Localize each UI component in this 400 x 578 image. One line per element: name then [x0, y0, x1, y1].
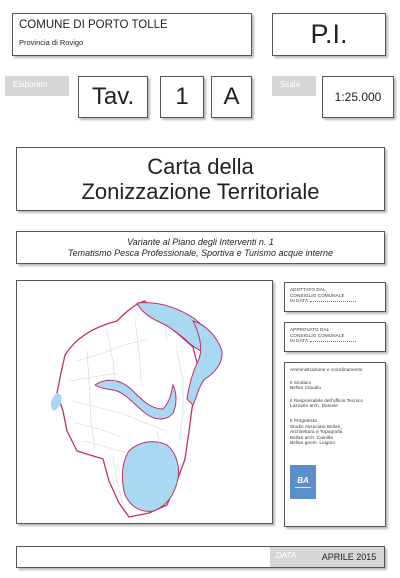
adopted-line-1: ADOTTATO DAL [290, 287, 326, 292]
footer-blank [17, 547, 270, 567]
designer-studio: Studio Associato Bellan_ [290, 423, 343, 429]
tav-number: 1 [175, 83, 189, 110]
province-name: Provincia di Rovigo [19, 38, 84, 47]
west-water [51, 393, 62, 411]
tav-label-box [78, 76, 148, 118]
approved-line-1: APPROVATO DAL [290, 327, 330, 332]
approved-line-3: IN DATA [290, 338, 309, 344]
footer-date-label: DATA [270, 547, 314, 567]
adopted-box [284, 282, 386, 312]
studio-logo-text: BA [297, 476, 309, 485]
map-frame [16, 280, 273, 524]
footer-date-value: APRILE 2015 [314, 547, 384, 567]
tav-letter: A [223, 83, 240, 110]
tav-letter-box [211, 76, 252, 118]
municipality-name: COMUNE DI PORTO TOLLE [19, 19, 168, 31]
studio-logo-underline [295, 487, 311, 488]
mayor-title: Il Sindaco [290, 379, 312, 385]
scale-value: 1:25.000 [334, 90, 382, 104]
plan-code: P.I. [310, 19, 348, 49]
mayor-name: Bellan Claudio [290, 385, 322, 391]
adopted-line-2: CONSIGLIO COMUNALE [290, 292, 345, 298]
approved-line-2: CONSIGLIO COMUNALE [290, 332, 345, 338]
technical-manager-title: Il Responsabile dell'ufficio Tecnico [290, 397, 363, 403]
designer-title: Il Progettista [290, 417, 317, 423]
title-box [16, 147, 385, 211]
plan-code-box [272, 13, 386, 56]
elaborato-label: Elaborato [5, 76, 69, 96]
tav-number-box [160, 76, 204, 118]
administration-label: Amministrazione e coordinamento [290, 367, 363, 372]
municipality-box [12, 13, 252, 56]
adopted-date-field[interactable] [310, 298, 356, 302]
scala-label: Scala [272, 76, 316, 96]
credits-box [284, 362, 386, 527]
subtitle-line-1: Variante al Piano degli Interventi n. 1 [127, 236, 274, 247]
approved-box [284, 322, 386, 352]
adopted-line-3: IN DATA [290, 298, 309, 304]
footer-box [16, 546, 385, 568]
municipality-map [17, 281, 272, 523]
scale-box [322, 76, 394, 118]
title-line-2: Zonizzazione Territoriale [81, 179, 320, 204]
technical-manager-name: Lazzarin arch. Daniele [290, 403, 338, 409]
tav-label: Tav. [91, 83, 135, 110]
approved-date-field[interactable] [310, 338, 356, 342]
subtitle-box [16, 231, 385, 264]
studio-logo [290, 465, 316, 499]
designer-name-1: Bellan arch. Camilla [290, 434, 333, 440]
title-line-1: Carta della [147, 154, 254, 179]
designer-field: Architettura e Topografia [290, 429, 343, 435]
south-lagoon [122, 442, 178, 512]
subtitle-line-2: Tematismo Pesca Professionale, Sportiva e Turismo acque interne [67, 247, 334, 258]
designer-name-2: Bellan geom. Luigino [290, 440, 335, 446]
